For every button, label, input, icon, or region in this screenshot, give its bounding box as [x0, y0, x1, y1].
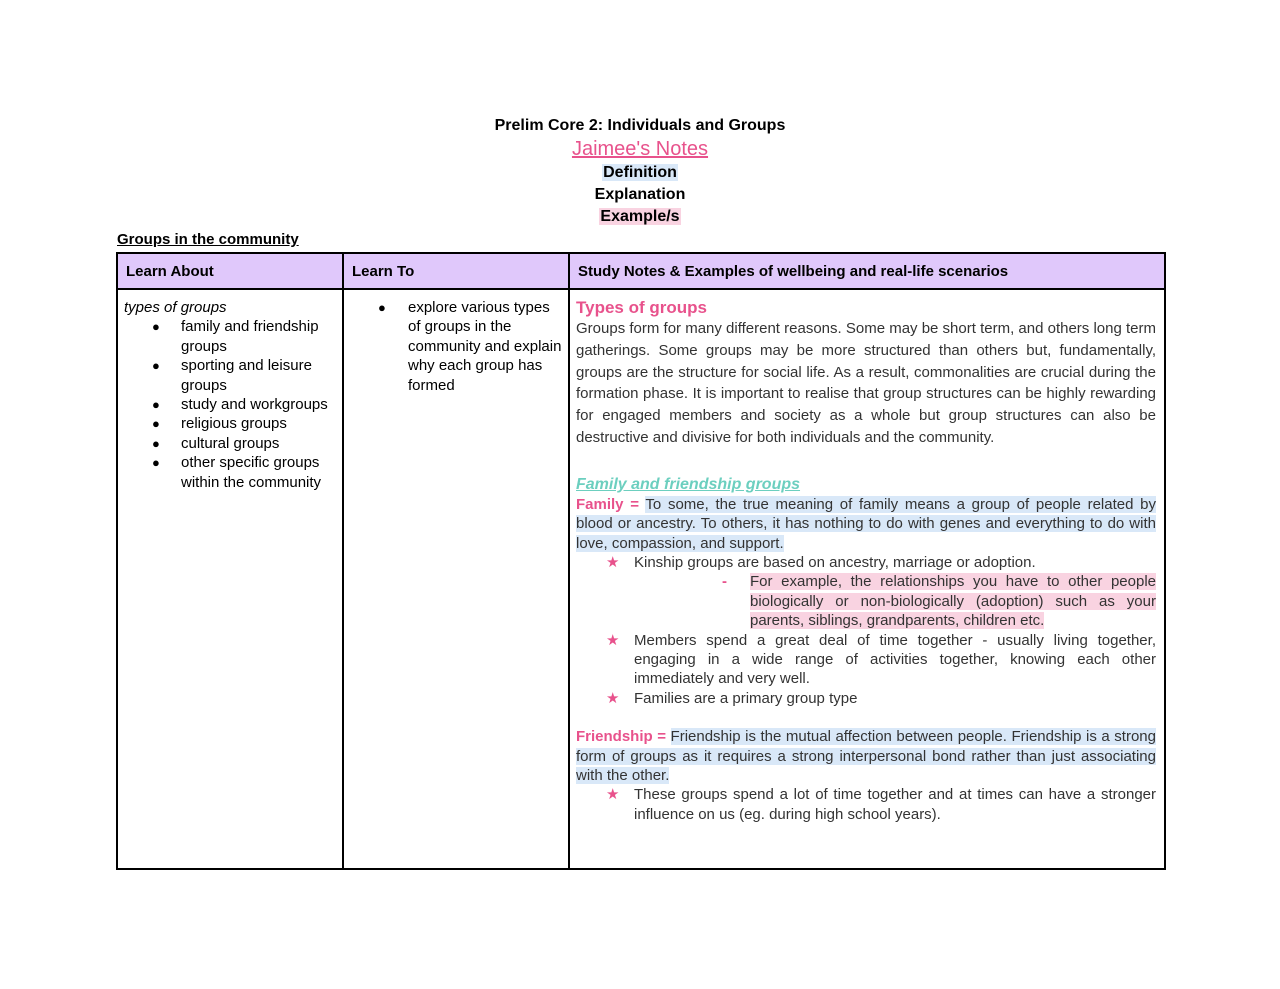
learn-to-list — [350, 298, 562, 395]
types-heading: Types of groups — [576, 298, 707, 317]
friendship-definition-text: Friendship is the mutual affection between people. Friendship is a strong form of groups as it requires a strong interpersonal bond rather than just associating with the other. — [576, 728, 1156, 785]
learn-about-cell — [117, 289, 343, 869]
table-header-row — [117, 253, 1165, 289]
document-header — [0, 116, 1280, 228]
learn-about-list — [124, 317, 336, 492]
family-definition — [576, 495, 1156, 553]
table-row — [117, 289, 1165, 869]
document-title: Prelim Core 2: Individuals and Groups — [494, 117, 786, 134]
legend-explanation-label: Explanation — [594, 186, 686, 203]
column-header-study-notes: Study Notes & Examples of wellbeing and real-life scenarios — [569, 253, 1165, 289]
list-item: ● cultural groups — [124, 434, 336, 453]
star-bullet: ★ These groups spend a lot of time together and at times can have a stronger influence on us (eg. during high school years). — [576, 785, 1156, 824]
friendship-label: Friendship = — [576, 728, 666, 746]
legend-examples-label: Example/s — [600, 208, 680, 225]
star-bullet-text: Kinship groups are based on ancestry, marriage or adoption. — [634, 554, 1036, 571]
star-bullet: ★ Families are a primary group type — [576, 689, 1156, 708]
friendship-definition — [576, 727, 1156, 785]
list-item: ● explore various types of groups in the community and explain why each group has formed — [350, 298, 562, 395]
star-bullet — [576, 553, 1156, 631]
notes-table — [116, 252, 1166, 870]
section-title: Groups in the community — [117, 231, 299, 248]
column-header-learn-to: Learn To — [343, 253, 569, 289]
list-item: ● religious groups — [124, 414, 336, 433]
list-item: ● sporting and leisure groups — [124, 356, 336, 395]
example-item — [634, 572, 1156, 630]
legend-definition-label: Definition — [603, 164, 677, 181]
family-example-text: For example, the relationships you have to other people biologically or non-biologically (adoption) such as your parents, siblings, grandparents, children etc. — [750, 573, 1156, 630]
star-bullet: ★ Members spend a great deal of time together - usually living together, engaging in a wide range of activities together, knowing each other immediately and very well. — [576, 631, 1156, 689]
list-item: ● study and workgroups — [124, 395, 336, 414]
legend-definition — [0, 162, 1280, 184]
notes-title: Jaimee's Notes — [571, 138, 709, 160]
family-bullets — [576, 553, 1156, 708]
legend-explanation — [0, 184, 1280, 206]
friendship-bullets — [576, 785, 1156, 824]
learn-about-intro: types of groups — [124, 299, 227, 316]
study-notes-cell — [569, 289, 1165, 869]
types-paragraph: Groups form for many different reasons. Some may be short term, and others long term gatherings. Some groups may be more structured than others but, fundamentally, groups are the structure for social life. As a result, commonalities are crucial during the formation phase. It is important to realise that group structures can be highly rewarding for engaged members and society as a whole but group structures can also be destructive and divisive for both individuals and the community. — [576, 320, 1156, 446]
family-example-list — [634, 572, 1156, 630]
legend-examples — [0, 206, 1280, 228]
list-item: ● family and friendship groups — [124, 317, 336, 356]
column-header-learn-about: Learn About — [117, 253, 343, 289]
family-friendship-heading: Family and friendship groups — [576, 475, 801, 493]
family-definition-text: To some, the true meaning of family means a group of people related by blood or ancestry. To others, it has nothing to do with genes and everything to do with love, compassion, and support. — [576, 495, 1156, 552]
family-label: Family = — [576, 495, 639, 513]
learn-to-cell — [343, 289, 569, 869]
list-item: ● other specific groups within the community — [124, 453, 336, 492]
